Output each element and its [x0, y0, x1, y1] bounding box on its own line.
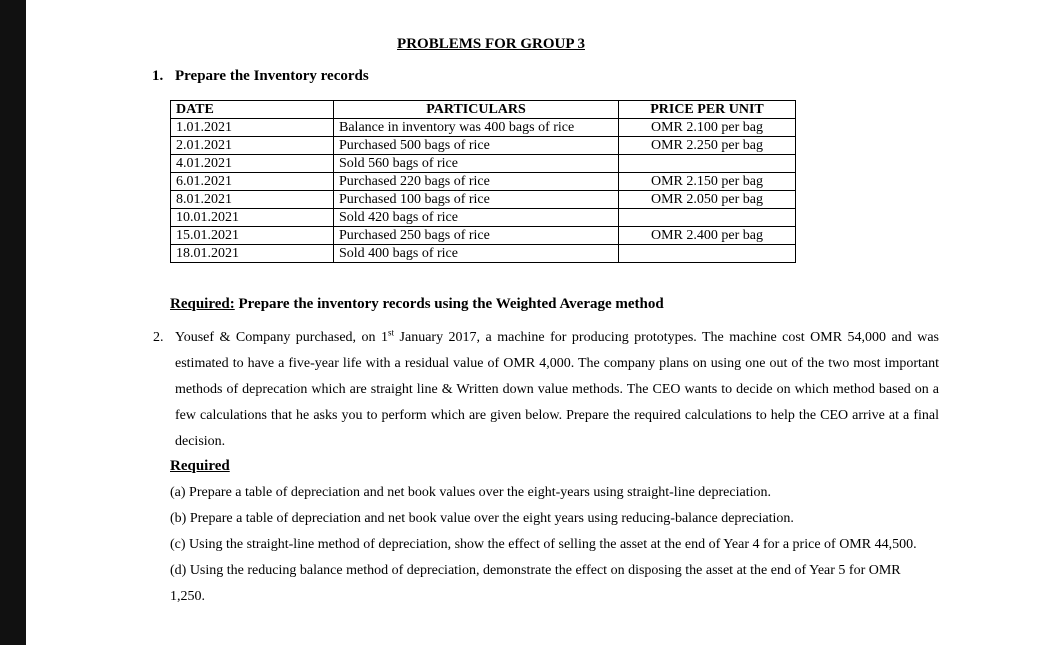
list-item: (d) Using the reducing balance method of depreciation, demonstrate the effect on disposing the asset at the end of Year 5 for OMR 1,250. [170, 563, 901, 604]
required-text: Prepare the inventory records using the Weighted Average method [234, 296, 664, 312]
cell-date: 2.01.2021 [171, 137, 334, 155]
required-heading-2: Required [170, 458, 230, 474]
cell-particulars: Sold 400 bags of rice [334, 245, 619, 263]
cell-price: OMR 2.250 per bag [619, 137, 796, 155]
question-1-text: Prepare the Inventory records [175, 68, 369, 84]
q2-text-part-1: Yousef & Company purchased, on 1 [175, 330, 389, 345]
required-instruction-1 [170, 296, 664, 313]
column-header-particulars: PARTICULARS [334, 101, 619, 119]
list-item: (c) Using the straight-line method of depreciation, show the effect of selling the asset at the end of Year 4 for a price of OMR 44,500. [170, 537, 917, 552]
cell-date: 1.01.2021 [171, 119, 334, 137]
cell-particulars: Balance in inventory was 400 bags of rice [334, 119, 619, 137]
cell-particulars: Purchased 220 bags of rice [334, 173, 619, 191]
cell-date: 15.01.2021 [171, 227, 334, 245]
cell-particulars: Purchased 250 bags of rice [334, 227, 619, 245]
cell-price: OMR 2.400 per bag [619, 227, 796, 245]
cell-particulars: Purchased 500 bags of rice [334, 137, 619, 155]
cell-date: 10.01.2021 [171, 209, 334, 227]
column-header-date: DATE [171, 101, 334, 119]
cell-price [619, 209, 796, 227]
cell-price: OMR 2.050 per bag [619, 191, 796, 209]
cell-price [619, 245, 796, 263]
q2-superscript: st [388, 327, 395, 338]
cell-date: 8.01.2021 [171, 191, 334, 209]
table-row [171, 191, 796, 209]
table-row [171, 173, 796, 191]
cell-price [619, 155, 796, 173]
requirements-list [170, 480, 930, 610]
document-page [26, 0, 1039, 645]
cell-particulars: Purchased 100 bags of rice [334, 191, 619, 209]
cell-date: 4.01.2021 [171, 155, 334, 173]
question-2-number: 2. [153, 330, 164, 345]
cell-price: OMR 2.150 per bag [619, 173, 796, 191]
table-row [171, 227, 796, 245]
question-1-number: 1. [152, 68, 164, 84]
inventory-table [170, 100, 796, 263]
cell-particulars: Sold 420 bags of rice [334, 209, 619, 227]
question-2-text [175, 325, 939, 455]
table-header-row [171, 101, 796, 119]
column-header-price: PRICE PER UNIT [619, 101, 796, 119]
list-item: (a) Prepare a table of depreciation and net book values over the eight-years using straight-line depreciation. [170, 485, 771, 500]
cell-date: 6.01.2021 [171, 173, 334, 191]
table-row [171, 119, 796, 137]
cell-particulars: Sold 560 bags of rice [334, 155, 619, 173]
required-label: Required: [170, 296, 235, 312]
cell-price: OMR 2.100 per bag [619, 119, 796, 137]
q2-text-part-2: January 2017, a machine for producing prototypes. The machine cost OMR 54,000 and was estimated to have a five-year life with a residual value of OMR 4,000. The company plans on using one out of the two most important methods of deprecation which are straight line & Written down value methods. The CEO wants to decide on which method based on a few calculations that he asks you to perform which are given below. Prepare the required calculations to help the CEO arrive at a final decision. [175, 330, 940, 449]
table-row [171, 155, 796, 173]
table-row [171, 137, 796, 155]
viewer-left-edge [0, 0, 26, 645]
question-1-heading [152, 68, 369, 85]
page-title: PROBLEMS FOR GROUP 3 [397, 36, 585, 52]
list-item: (b) Prepare a table of depreciation and net book value over the eight years using reducing-balance depreciation. [170, 511, 794, 526]
question-2 [153, 325, 939, 455]
table-row [171, 245, 796, 263]
cell-date: 18.01.2021 [171, 245, 334, 263]
table-row [171, 209, 796, 227]
